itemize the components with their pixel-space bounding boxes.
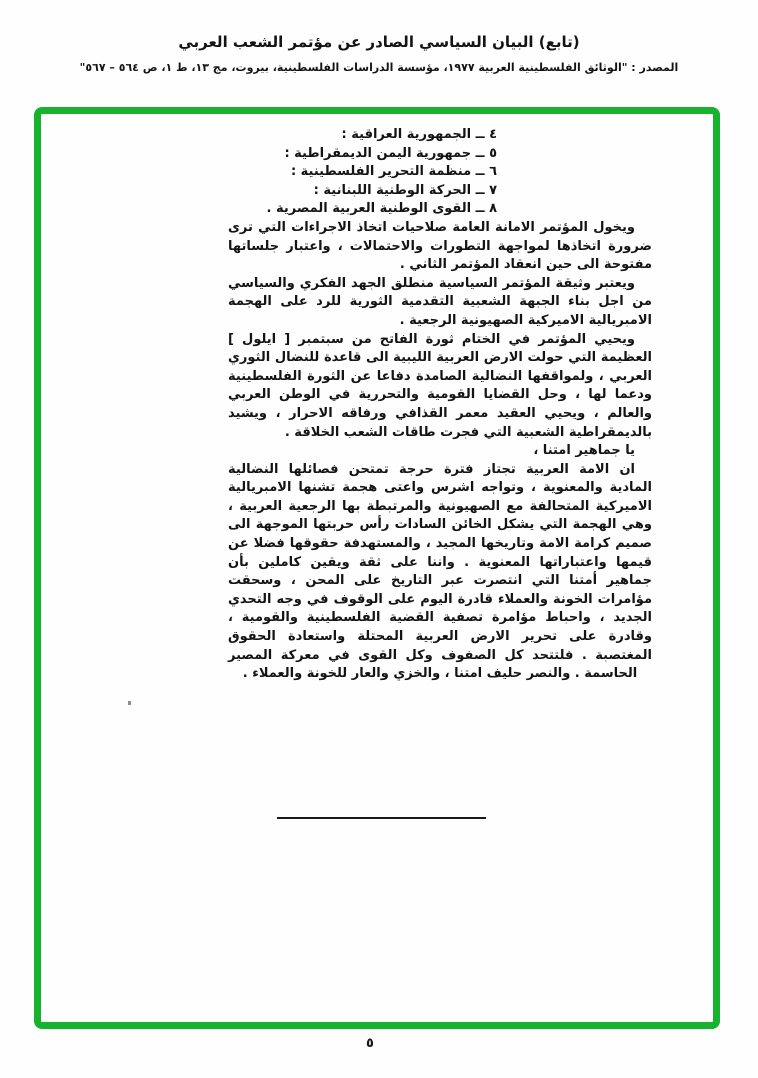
paragraph-political-document: ويعتبر وثيقة المؤتمر السياسية منطلق الجهد الفكري والسياسي من اجل بناء الجبهة الشعبية التقدمية الثورية للرد على الهجمة الامبريالية الاميركية الصهيونية الرجعية .	[228, 275, 652, 328]
list-item-lebanese-national-movement: ٧ ــ الحركة الوطنية اللبنانية :	[313, 182, 497, 198]
list-item-yemen: ٥ ــ جمهورية اليمن الديمقراطية :	[284, 145, 497, 161]
source-citation: المصدر : "الوثائق الفلسطينية العربية ١٩٧٧، مؤسسة الدراسات الفلسطينية، بيروت، مج ١٣، ط ١، ص ٥٦٤ – ٥٦٧"	[79, 61, 679, 74]
stray-ink-mark	[128, 701, 131, 705]
paragraph-secretariat-mandate: ويخول المؤتمر الامانة العامة صلاحيات اتخاذ الاجراءات التي ترى ضرورة اتخاذها لمواجهة التطورات والاحتمالات ، واعتبار جلساتها مفتوحة الى حين انعقاد المؤتمر الثاني .	[228, 219, 652, 273]
document-title: (تابع) البيان السياسي الصادر عن مؤتمر الشعب العربي	[178, 33, 580, 51]
list-item-iraq: ٤ ــ الجمهورية العراقية :	[341, 127, 497, 142]
end-separator-rule	[277, 817, 486, 819]
paragraph-september-revolution-salute: ويحيي المؤتمر في الختام ثورة الفاتح من سبتمبر [ ايلول ] العظيمة التي حولت الارض العربية الليبية الى قاعدة للنضال الثوري العربي ، ولمواقفها النضالية الصامدة دفاعا عن الثورة الفلسطينية ودعما لها ، وحل القضايا القومية والتحررية في الوطن العربي والعالم ، ويحيي العقيد معمر القذافي ورفاقه الاحرار ، ويشيد بالديمقراطية الشعبية التي فجرت طاقات الشعب الخلاقة .	[228, 331, 652, 440]
salutation-line: يا جماهير امتنا ،	[533, 443, 635, 459]
paragraph-closing-appeal: ان الامة العربية تجتاز فترة حرجة تمتحن فصائلها النضالية المادية والمعنوية ، وتواجه اشرس واعتى هجمة تشنها الامبريالية الاميركية المتحالفة مع الصهيونية والمرتبطة بها الرجعية العربية ، وهي الهجمة التي يشكل الخائن السادات رأس حربتها الموجهة الى صميم كرامة الامة وتاريخها المجيد ، والمستهدفة حقوقها فضلا عن قيمها واعتباراتها المعنوية . واننا على ثقة ويقين كاملين بأن جماهير أمتنا التي انتصرت عبر التاريخ على المحن ، وسحقت مؤامرات الخونة والعملاء قادرة اليوم على الوقوف في وجه التحدي الجديد ، واحباط مؤامرة تصفية القضية الفلسطينية والقومية ، وقادرة على تحرير الارض العربية المحتلة واستعادة الحقوق المغتصبة . فلتتحد كل الصفوف وكل القوى في معركة المصير الحاسمة . والنصر حليف امتنا ، والخزي والعار للخونة والعملاء .	[228, 461, 652, 682]
page-number: ٥	[366, 1036, 374, 1051]
document-body	[228, 126, 652, 684]
list-item-egyptian-national-forces: ٨ ــ القوى الوطنية العربية المصرية .	[266, 201, 497, 217]
list-item-plo: ٦ ــ منظمة التحرير الفلسطينية :	[290, 164, 497, 180]
